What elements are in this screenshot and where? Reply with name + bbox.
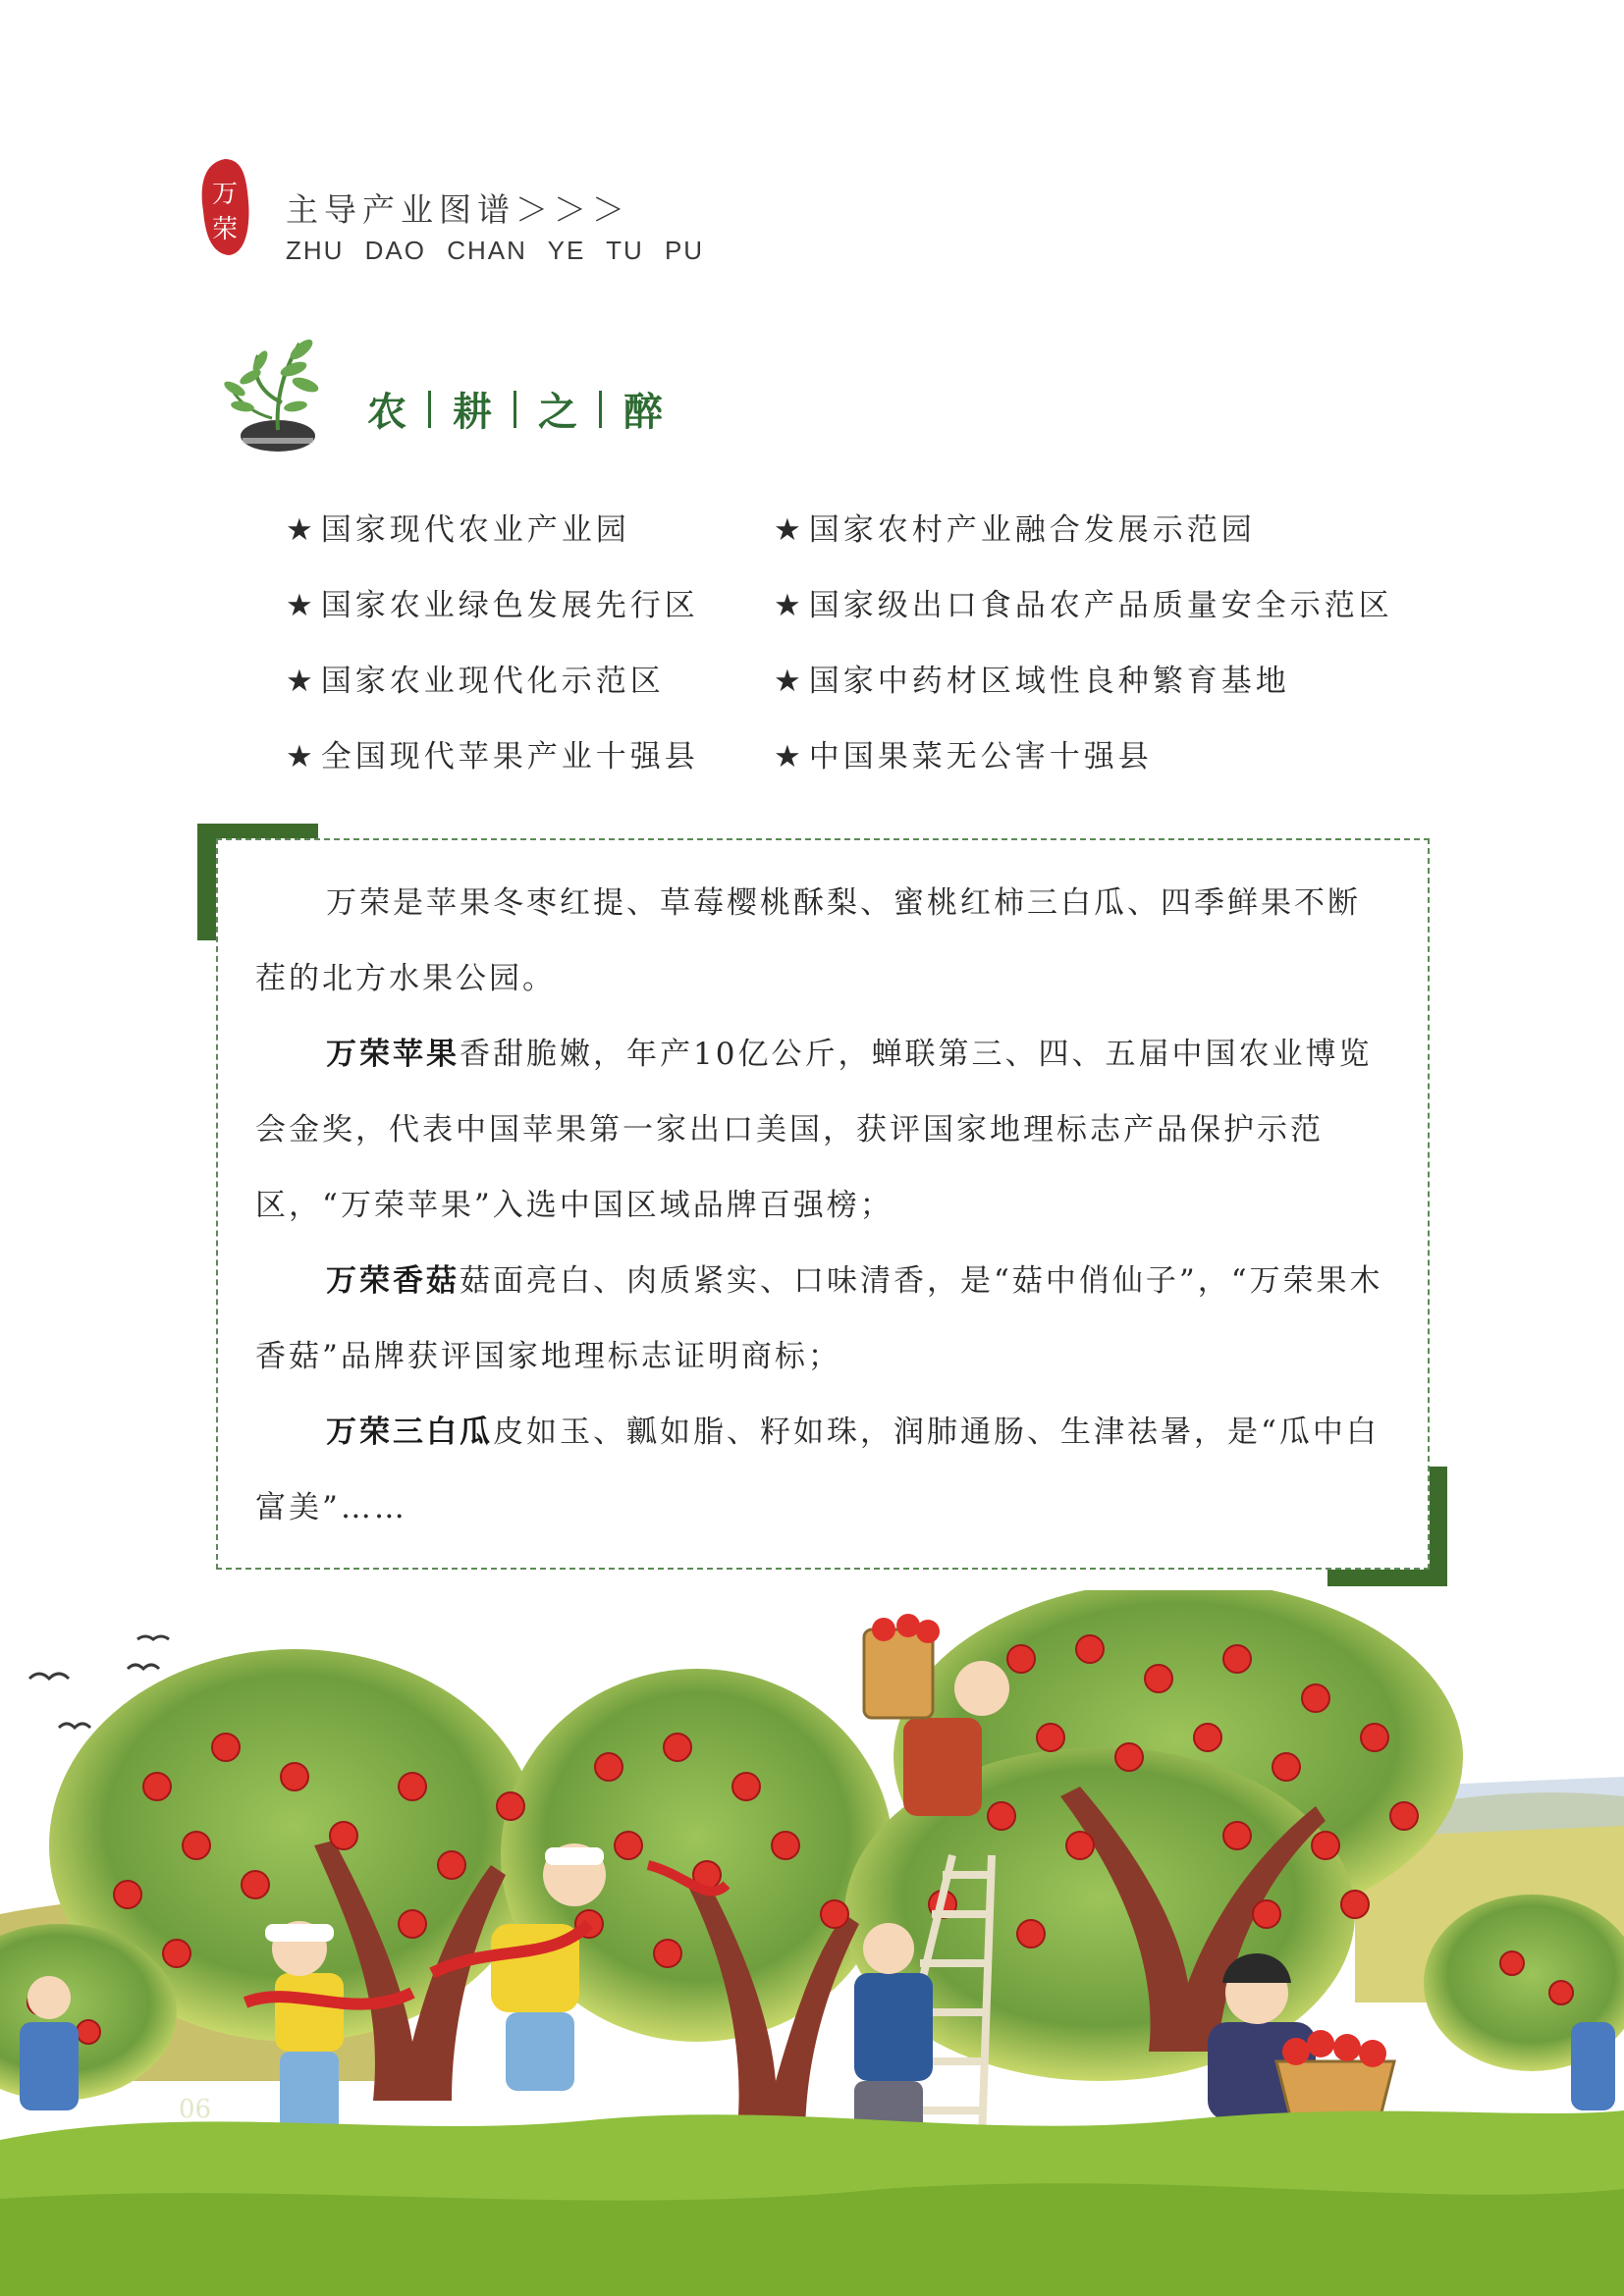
badge-char-1: 万 [211, 180, 239, 209]
honor-item: ★ 国家现代农业产业园 [286, 512, 630, 548]
badge-char-2: 荣 [211, 215, 239, 244]
header-title: 主导产业图谱＞＞＞ [286, 190, 630, 229]
honor-item: ★ 国家级出口食品农产品质量安全示范区 [774, 588, 1393, 623]
star-icon: ★ [286, 588, 317, 623]
product-name: 万荣苹果 [326, 1037, 460, 1072]
honor-item: ★ 中国果菜无公害十强县 [774, 739, 1153, 774]
star-icon: ★ [286, 739, 317, 774]
section-title-char: 醉 [623, 389, 663, 435]
title-divider [514, 391, 516, 428]
header-pinyin: ZHU DAO CHAN YE TU PU [286, 236, 705, 265]
honor-item: ★ 全国现代苹果产业十强县 [286, 739, 699, 774]
intro-paragraph: 万荣三白瓜皮如玉、瓤如脂、籽如珠，润肺通肠、生津祛暑，是“瓜中白富美”…… [255, 1415, 1380, 1525]
wanrong-badge-icon [195, 157, 254, 257]
star-icon: ★ [286, 512, 317, 548]
honor-item: ★ 国家农村产业融合发展示范园 [774, 512, 1256, 548]
star-icon: ★ [774, 588, 805, 623]
section-title-char: 耕 [453, 389, 492, 435]
honor-item: ★ 国家中药材区域性良种繁育基地 [774, 664, 1290, 699]
star-icon: ★ [286, 664, 317, 699]
intro-paragraph: 万荣是苹果冬枣红提、草莓樱桃酥梨、蜜桃红柿三白瓜、四季鲜果不断茬的北方水果公园。 [255, 885, 1361, 996]
star-icon: ★ [774, 664, 805, 699]
honor-item: ★ 国家农业现代化示范区 [286, 664, 665, 699]
product-name: 万荣三白瓜 [326, 1415, 493, 1450]
title-divider [599, 391, 602, 428]
intro-paragraph: 万荣香菇菇面亮白、肉质紧实、口味清香，是“菇中俏仙子”，“万荣果木香菇”品牌获评国家地理标志证明商标； [255, 1263, 1383, 1374]
orchard-illustration [0, 1590, 1624, 2296]
page-number: 06 [179, 2095, 212, 2124]
section-title [367, 381, 663, 437]
honor-item: ★ 国家农业绿色发展先行区 [286, 588, 699, 623]
product-name: 万荣香菇 [326, 1263, 460, 1299]
sprout-icon [221, 334, 329, 456]
star-icon: ★ [774, 512, 805, 548]
star-icon: ★ [774, 739, 805, 774]
intro-paragraph: 万荣苹果香甜脆嫩，年产10亿公斤，蝉联第三、四、五届中国农业博览会金奖，代表中国苹果第一家出口美国，获评国家地理标志产品保护示范区，“万荣苹果”入选中国区域品牌百强榜； [255, 1037, 1373, 1223]
section-title-char: 之 [538, 389, 577, 435]
section-title-char: 农 [367, 389, 406, 435]
title-divider [428, 391, 431, 428]
